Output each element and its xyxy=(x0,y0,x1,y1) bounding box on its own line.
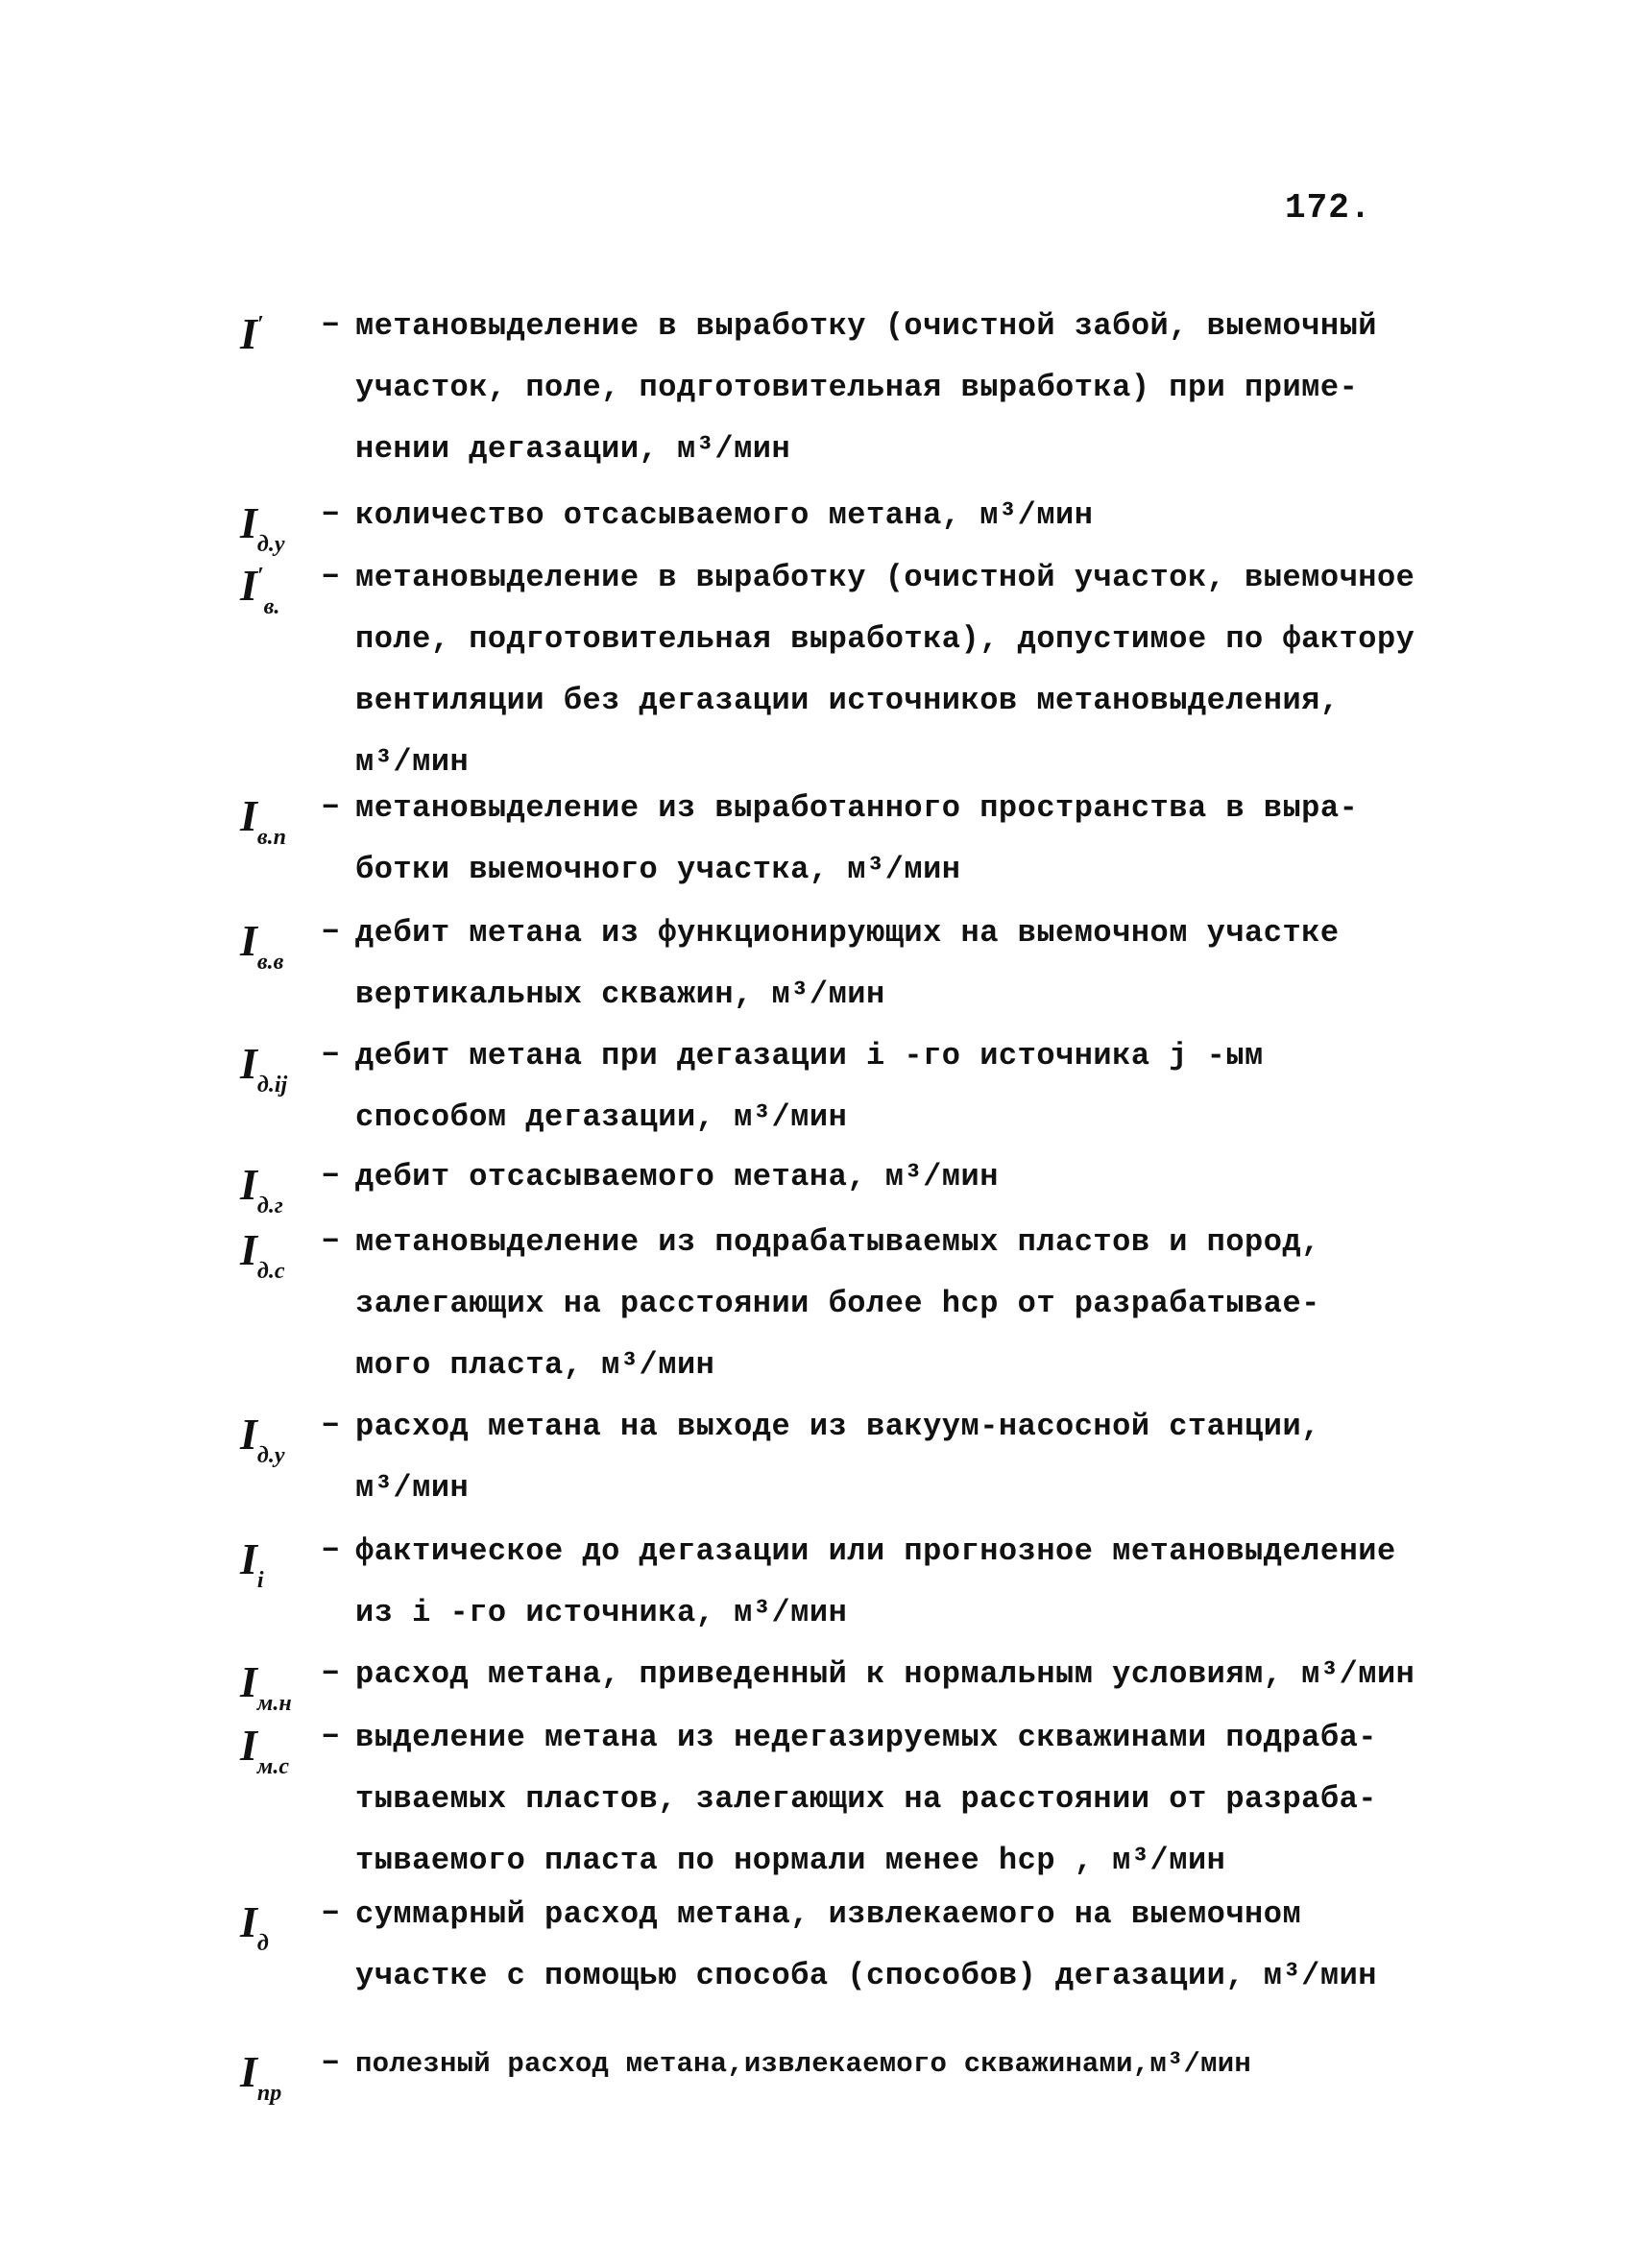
definition-entry xyxy=(240,1521,1450,1644)
definition-entry xyxy=(240,1707,1450,1892)
definition-text: дебит метана из функционирующих на выемочном участке вертикальных скважин, м³/мин xyxy=(355,915,1340,1012)
symbol-subscript: в. xyxy=(263,594,280,619)
definition-text: метановыделение из выработанного пространства в выра- ботки выемочного участка, м³/мин xyxy=(355,790,1359,887)
symbol-subscript: д.у xyxy=(256,532,285,557)
symbol-main: I xyxy=(240,1225,257,1274)
definition-entry xyxy=(240,1884,1450,2007)
definition-text: расход метана на выходе из вакуум-насосной станции, м³/мин xyxy=(355,1409,1320,1506)
definition-entry xyxy=(240,903,1450,1025)
page-number: 172. xyxy=(1285,188,1372,228)
dash-separator: – xyxy=(321,2044,341,2081)
definition-entry xyxy=(240,2034,1450,2106)
definition-entry xyxy=(240,296,1450,480)
symbol-main: I xyxy=(240,498,257,547)
dash-separator: – xyxy=(321,913,341,950)
symbol-main: I xyxy=(240,1160,257,1209)
dash-separator: – xyxy=(321,1894,341,1931)
definition-entry xyxy=(240,1396,1450,1519)
definition-text: полезный расход метана,извлекаемого скважинами,м³/мин xyxy=(355,2048,1251,2080)
symbol-main: I xyxy=(240,1534,257,1583)
definition-text: метановыделение в выработку (очистной участок, выемочное поле, подготовительная выработка), допустимое по фактору вентиляции без дегазации источников метановыделения, м³/мин xyxy=(355,560,1415,780)
symbol-subscript: д.ij xyxy=(256,1073,288,1098)
symbol-subscript: м.н xyxy=(256,1691,292,1716)
dash-separator: – xyxy=(321,495,341,532)
dash-separator: – xyxy=(321,788,341,825)
symbol-main: I xyxy=(240,2047,257,2096)
symbol-main: I xyxy=(240,791,257,840)
symbol-main: I xyxy=(240,1657,257,1706)
definition-text: дебит отсасываемого метана, м³/мин xyxy=(355,1159,999,1194)
definition-entry xyxy=(240,547,1450,793)
symbol-subscript: i xyxy=(256,1568,264,1593)
dash-separator: – xyxy=(321,558,341,594)
definition-entry xyxy=(240,1212,1450,1396)
symbol-main: I xyxy=(240,1897,257,1946)
definition-text: метановыделение в выработку (очистной забой, выемочный участок, поле, подготовительная выработка) при приме- нении дегазации, м³/мин xyxy=(355,308,1377,467)
definition-entry xyxy=(240,1025,1450,1148)
symbol-subscript: пр xyxy=(256,2081,282,2106)
definition-text: выделение метана из недегазируемых скважинами подраба- тываемых пластов, залегающих на расстоянии от разраба- тываемого пласта по нормали менее hср , м³/мин xyxy=(355,1720,1377,1878)
symbol-subscript: м.с xyxy=(256,1754,289,1779)
symbol-subscript: д.г xyxy=(256,1194,283,1218)
definition-text: расход метана, приведенный к нормальным условиям, м³/мин xyxy=(355,1656,1415,1692)
definition-text: метановыделение из подрабатываемых пластов и пород, залегающих на расстоянии более hср от разрабатывае- мого пласта, м³/мин xyxy=(355,1224,1320,1383)
symbol-main: I xyxy=(240,1410,257,1459)
symbol-main: I xyxy=(240,561,257,610)
definition-text: фактическое до дегазации или прогнозное метановыделение из i -го источника, м³/мин xyxy=(355,1533,1396,1630)
symbol-main: I xyxy=(240,916,257,965)
dash-separator: – xyxy=(321,306,341,343)
definition-text: дебит метана при дегазации i -го источника j -ым способом дегазации, м³/мин xyxy=(355,1038,1264,1135)
dash-separator: – xyxy=(321,1532,341,1568)
symbol-main: I xyxy=(240,1721,257,1770)
definition-text: суммарный расход метана, извлекаемого на выемочном участке с помощью способа (способов) дегазации, м³/мин xyxy=(355,1896,1377,1993)
definition-entry xyxy=(240,1644,1450,1716)
definition-entry xyxy=(240,1146,1450,1218)
symbol-main: I xyxy=(240,1039,257,1088)
symbol-subscript: д.у xyxy=(256,1443,285,1468)
dash-separator: – xyxy=(321,1654,341,1691)
symbol-subscript: д xyxy=(256,1931,269,1956)
symbol-main: I xyxy=(240,309,257,358)
symbol-superscript: ′ xyxy=(256,564,264,589)
definition-text: количество отсасываемого метана, м³/мин xyxy=(355,497,1094,533)
symbol-subscript: д.с xyxy=(256,1259,285,1284)
symbol-superscript: ′ xyxy=(256,312,264,337)
dash-separator: – xyxy=(321,1222,341,1259)
symbol-subscript: в.в xyxy=(256,950,284,975)
dash-separator: – xyxy=(321,1157,341,1194)
symbol-subscript: в.п xyxy=(256,825,286,850)
dash-separator: – xyxy=(321,1407,341,1443)
definition-entry xyxy=(240,485,1450,557)
dash-separator: – xyxy=(321,1036,341,1073)
dash-separator: – xyxy=(321,1718,341,1754)
definition-entry xyxy=(240,778,1450,901)
